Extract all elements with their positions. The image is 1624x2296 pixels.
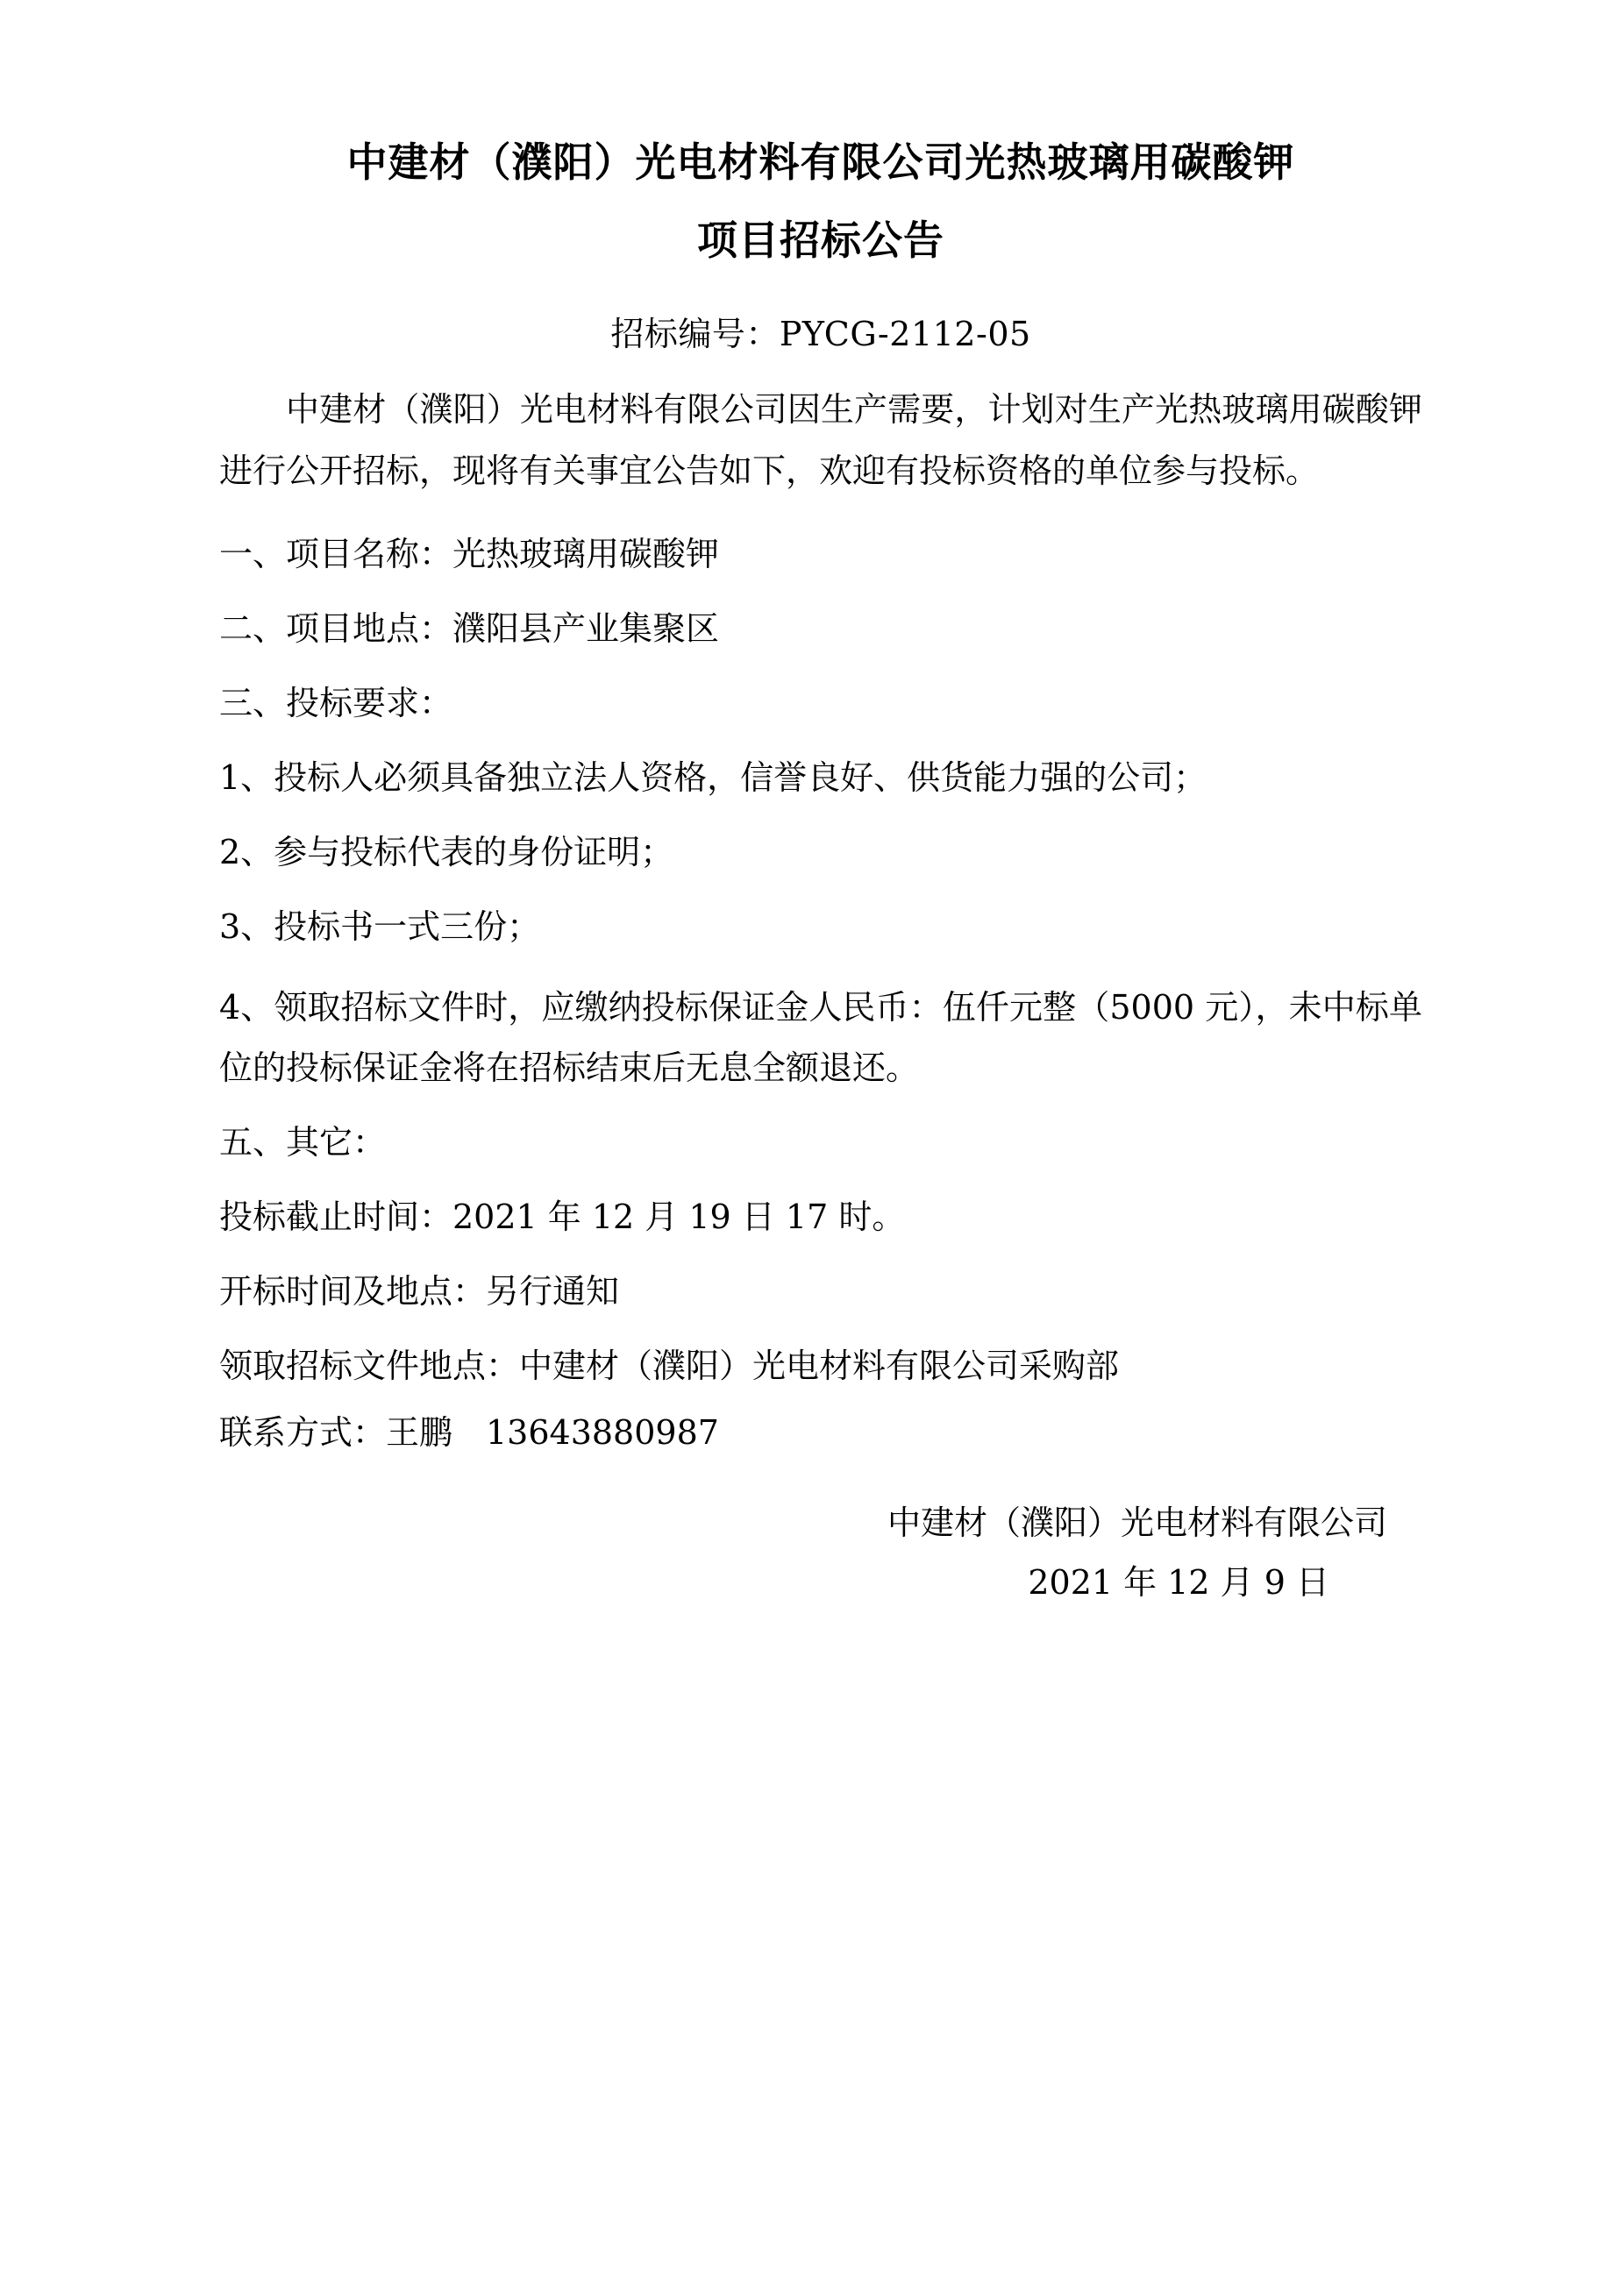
requirement-item-1: 1、投标人必须具备独立法人资格，信誉良好、供货能力强的公司； [219, 758, 1207, 798]
section-other-heading: 五、其它： [219, 1122, 387, 1162]
page-title-line1: 中建材（濮阳）光电材料有限公司光热玻璃用碳酸钾 [346, 139, 1295, 186]
signature-date: 2021 年 12 月 9 日 [1028, 1563, 1329, 1603]
section-project-name: 一、项目名称：光热玻璃用碳酸钾 [219, 534, 720, 573]
signature-block [219, 1493, 1422, 1613]
contact-info: 联系方式：王鹏 13643880987 [219, 1412, 719, 1452]
section-project-location: 二、项目地点：濮阳县产业集聚区 [219, 608, 720, 648]
requirement-item-2: 2、参与投标代表的身份证明； [219, 833, 674, 872]
document-pickup-location: 领取招标文件地点：中建材（濮阳）光电材料有限公司采购部 [219, 1347, 1120, 1386]
section-bid-requirements-heading: 三、投标要求： [219, 684, 453, 723]
requirement-item-3: 3、投标书一式三份； [219, 907, 541, 947]
tender-number: 招标编号：PYCG-2112-05 [610, 314, 1031, 353]
page-title-line2: 项目招标公告 [697, 217, 944, 265]
signature-company: 中建材（濮阳）光电材料有限公司 [887, 1503, 1387, 1542]
intro-paragraph: 中建材（濮阳）光电材料有限公司因生产需要，计划对生产光热玻璃用碳酸钾进行公开招标，现将有关事宜公告如下，欢迎有投标资格的单位参与投标。 [219, 390, 1422, 490]
bid-opening-time-place: 开标时间及地点：另行通知 [219, 1272, 620, 1311]
bid-deadline: 投标截止时间：2021 年 12 月 19 日 17 时。 [219, 1198, 906, 1237]
requirement-item-4: 4、领取招标文件时，应缴纳投标保证金人民币：伍仟元整（5000 元），未中标单位的投标保证金将在招标结束后无息全额退还。 [219, 987, 1422, 1087]
